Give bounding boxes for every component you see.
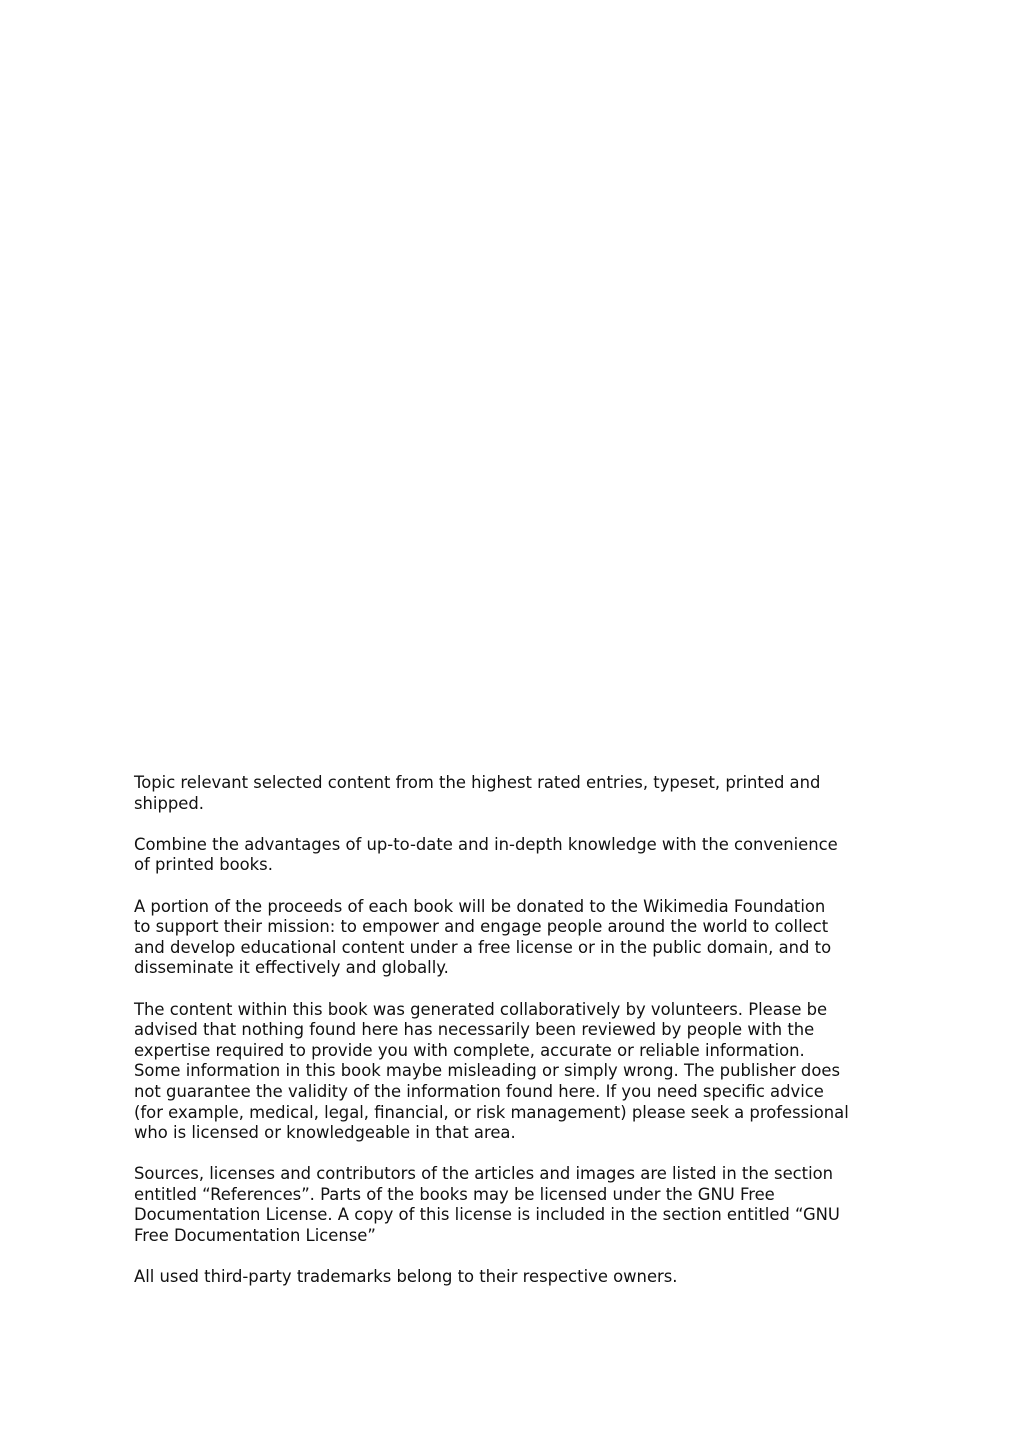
disclaimer-text-block (134, 773, 904, 1288)
paragraph-selected-content: Topic relevant selected content from the highest rated entries, typeset, printed and shipped. (134, 773, 821, 813)
paragraph-trademarks: All used third-party trademarks belong to their respective owners. (134, 1267, 678, 1287)
paragraph-wikimedia-donation: A portion of the proceeds of each book will be donated to the Wikimedia Foundation to support their mission: to empower and engage people around the world to collect and develop educational content under a free license or in the public domain, and to disseminate it effectively and globally. (134, 896, 832, 978)
paragraph-advantages: Combine the advantages of up-to-date and in-depth knowledge with the convenience of printed books. (134, 834, 838, 875)
paragraph-content-disclaimer: The content within this book was generated collaboratively by volunteers. Please be advised that nothing found here has necessarily been reviewed by people with the expertise required to provide you with complete, accurate or reliable information. Some information in this book maybe misleading or simply wrong. The publisher does not guarantee the validity of the information found here. If you need specific advice (for example, medical, legal, financial, or risk management) please seek a professional who is licensed or knowledgeable in that area. (134, 999, 849, 1143)
paragraph-sources-licenses: Sources, licenses and contributors of the articles and images are listed in the section entitled “References”. Parts of the books may be licensed under the GNU Free Documentation License. A copy of this license is included in the section entitled “GNU Free Documentation License” (134, 1164, 840, 1246)
